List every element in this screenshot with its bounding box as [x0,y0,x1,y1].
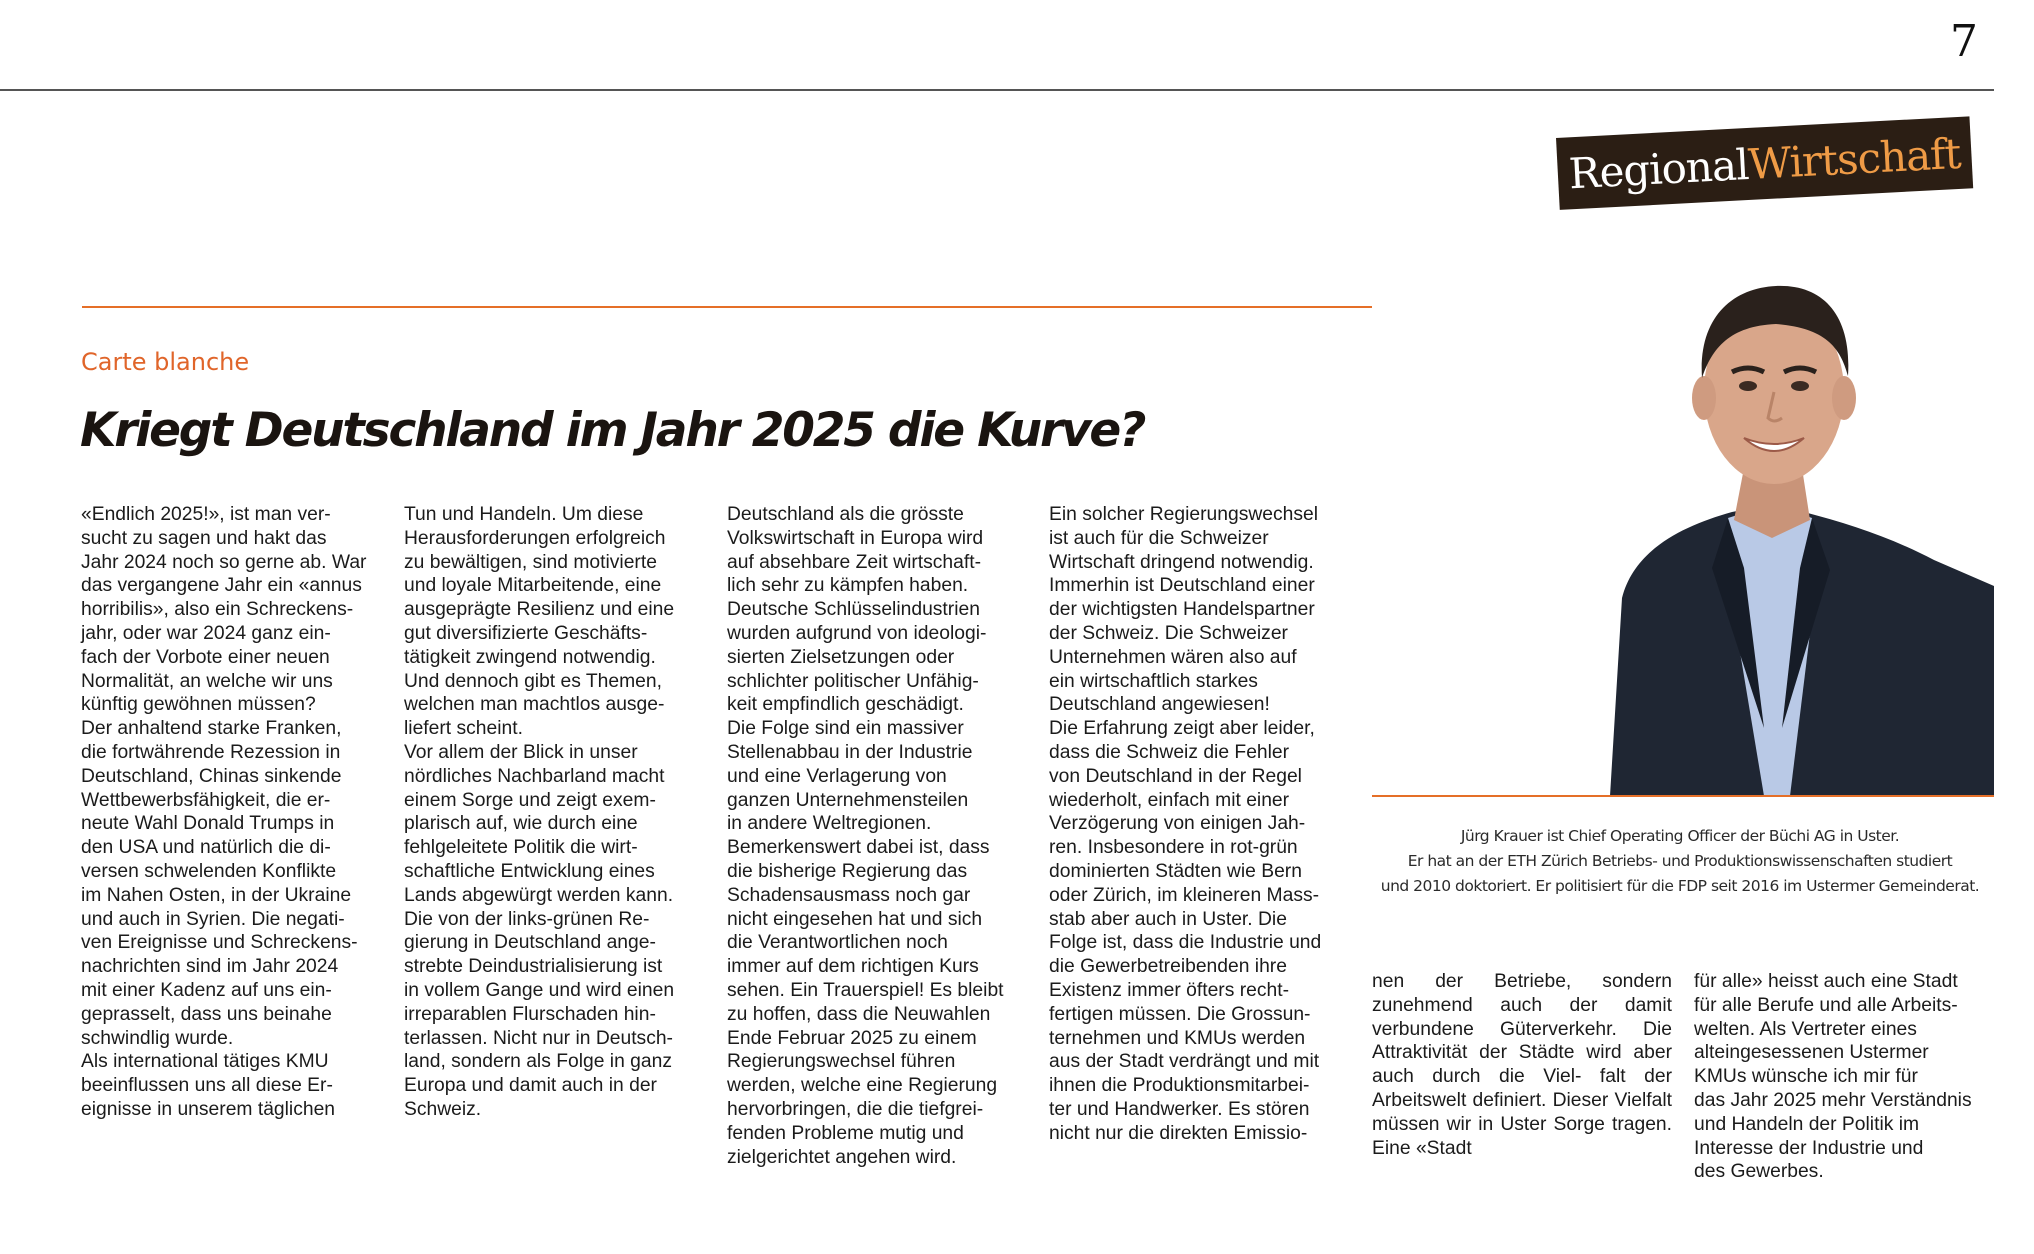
logo-word-regional: Regional [1567,139,1750,198]
article-column-2: Tun und Handeln. Um diese Herausforderungen erfolgreich zu bewältigen, sind motivierte und loyale Mitarbeitende, eine ausgeprägte Resilienz und eine gut diversifizierte Geschäfts- tätigkeit zwingend notwendig. Und dennoch gibt es Themen, welchen man machtlos ausge- liefert scheint. Vor allem der Blick in unser nördliches Nachbarland macht einem Sorge und zeigt exem- plarisch auf, wie durch eine fehlgeleitete Politik die wirt- schaftliche Entwicklung eines Lands abgewürgt werden kann. Die von der links-grünen Re- gierung in Deutschland ange- strebte Deindustrialisierung ist in vollem Gange und wird einen irreparablen Flurschaden hin- terlassen. Nicht nur in Deutsch- land, sondern als Folge in ganz Europa und damit auch in der Schweiz. [404,504,675,1120]
author-portrait [1372,268,1994,796]
caption-line-2: Er hat an der ETH Zürich Betriebs- und Produktionswissenschaften studiert [1407,852,1953,870]
page-number: 7 [1950,16,1978,67]
article-column-5: nen der Betriebe, sondern zunehmend auch der damit verbundene Güterverkehr. Die Attraktivität der Städte wird aber auch durch die Viel- falt der Arbeitswelt definiert. Dieser Vielfalt müssen wir in Uster Sorge tragen. Eine «Stadt [1372,971,1678,1159]
portrait-illustration [1372,268,1994,796]
article-column-1: «Endlich 2025!», ist man ver- sucht zu sagen und hakt das Jahr 2024 noch so gerne ab. War das vergangene Jahr ein «annus horribilis», also ein Schreckens- jahr, oder war 2024 ganz ein- fach der Vorbote einer neuen Normalität, an welche wir uns künftig gewöhnen müssen? Der anhaltend starke Franken, die fortwährende Rezession in Deutschland, Chinas sinkende Wettbewerbsfähigkeit, die er- neute Wahl Donald Trumps in den USA und natürlich die di- versen schwelenden Konflikte im Nahen Osten, in der Ukraine und auch in Syrien. Die negati- ven Ereignisse und Schreckens- nachrichten sind im Jahr 2024 mit einer Kadenz auf uns ein- geprasselt, dass uns beinahe schwindlig wurde. Als international tätiges KMU beeinflussen uns all diese Er- eignisse in unserem täglichen [81,504,367,1120]
caption-line-3: und 2010 doktoriert. Er politisiert für die FDP seit 2016 im Ustermer Gemeinderat. [1380,877,1980,895]
top-divider [0,89,1994,91]
article-column-4: Ein solcher Regierungswechsel ist auch für die Schweizer Wirtschaft dringend notwendig. Immerhin ist Deutschland einer der wichtigsten Handelspartner der Schweiz. Die Schweizer Unternehmen wären also auf ein wirtschaftlich starkes Deutschland angewiesen! Die Erfahrung zeigt aber leider, dass die Schweiz die Fehler von Deutschland in der Regel wiederholt, einfach mit einer Verzögerung von einigen Jah- ren. Insbesondere in rot-grün dominierten Städten wie Bern oder Zürich, im kleineren Mass- stab aber auch in Uster. Die Folge ist, dass die Industrie und die Gewerbetreibenden ihre Existenz immer öfters recht- fertigen müssen. Die Grossun- ternehmen und KMUs werden aus der Stadt verdrängt und mit ihnen die Produktionsmitarbei- ter und Handwerker. Es stören nicht nur die direkten Emissio- [1049,504,1322,1144]
photo-caption [1380,824,1980,899]
logo-word-wirtschaft: Wirtschaft [1746,128,1962,189]
article-kicker: Carte blanche [81,348,250,376]
caption-divider [1372,795,1994,797]
section-logo [1556,116,1973,210]
caption-line-1: Jürg Krauer ist Chief Operating Officer der Büchi AG in Uster. [1460,827,1900,845]
article-headline: Kriegt Deutschland im Jahr 2025 die Kurve? [80,403,1145,458]
article-column-6: für alle» heisst auch eine Stadt für alle Berufe und alle Arbeits- welten. Als Vertreter eines alteingesessenen Ustermer KMUs wünsche ich mir für das Jahr 2025 mehr Verständnis und Handeln der Politik im Interesse der Industrie und des Gewerbes. [1694,971,1972,1183]
article-column-3: Deutschland als die grösste Volkswirtschaft in Europa wird auf absehbare Zeit wirtschaft- lich sehr zu kämpfen haben. Deutsche Schlüsselindustrien wurden aufgrund von ideologi- sierten Zielsetzungen oder schlichter politischer Unfähig- keit empfindlich geschädigt. Die Folge sind ein massiver Stellenabbau in der Industrie und eine Verlagerung von ganzen Unternehmensteilen in andere Weltregionen. Bemerkenswert dabei ist, dass die bisherige Regierung das Schadensausmass noch gar nicht eingesehen hat und sich die Verantwortlichen noch immer auf dem richtigen Kurs sehen. Ein Trauerspiel! Es bleibt zu hoffen, dass die Neuwahlen Ende Februar 2025 zu einem Regierungswechsel führen werden, welche eine Regierung hervorbringen, die die tiefgrei- fenden Probleme mutig und zielgerichtet angehen wird. [727,504,1004,1168]
